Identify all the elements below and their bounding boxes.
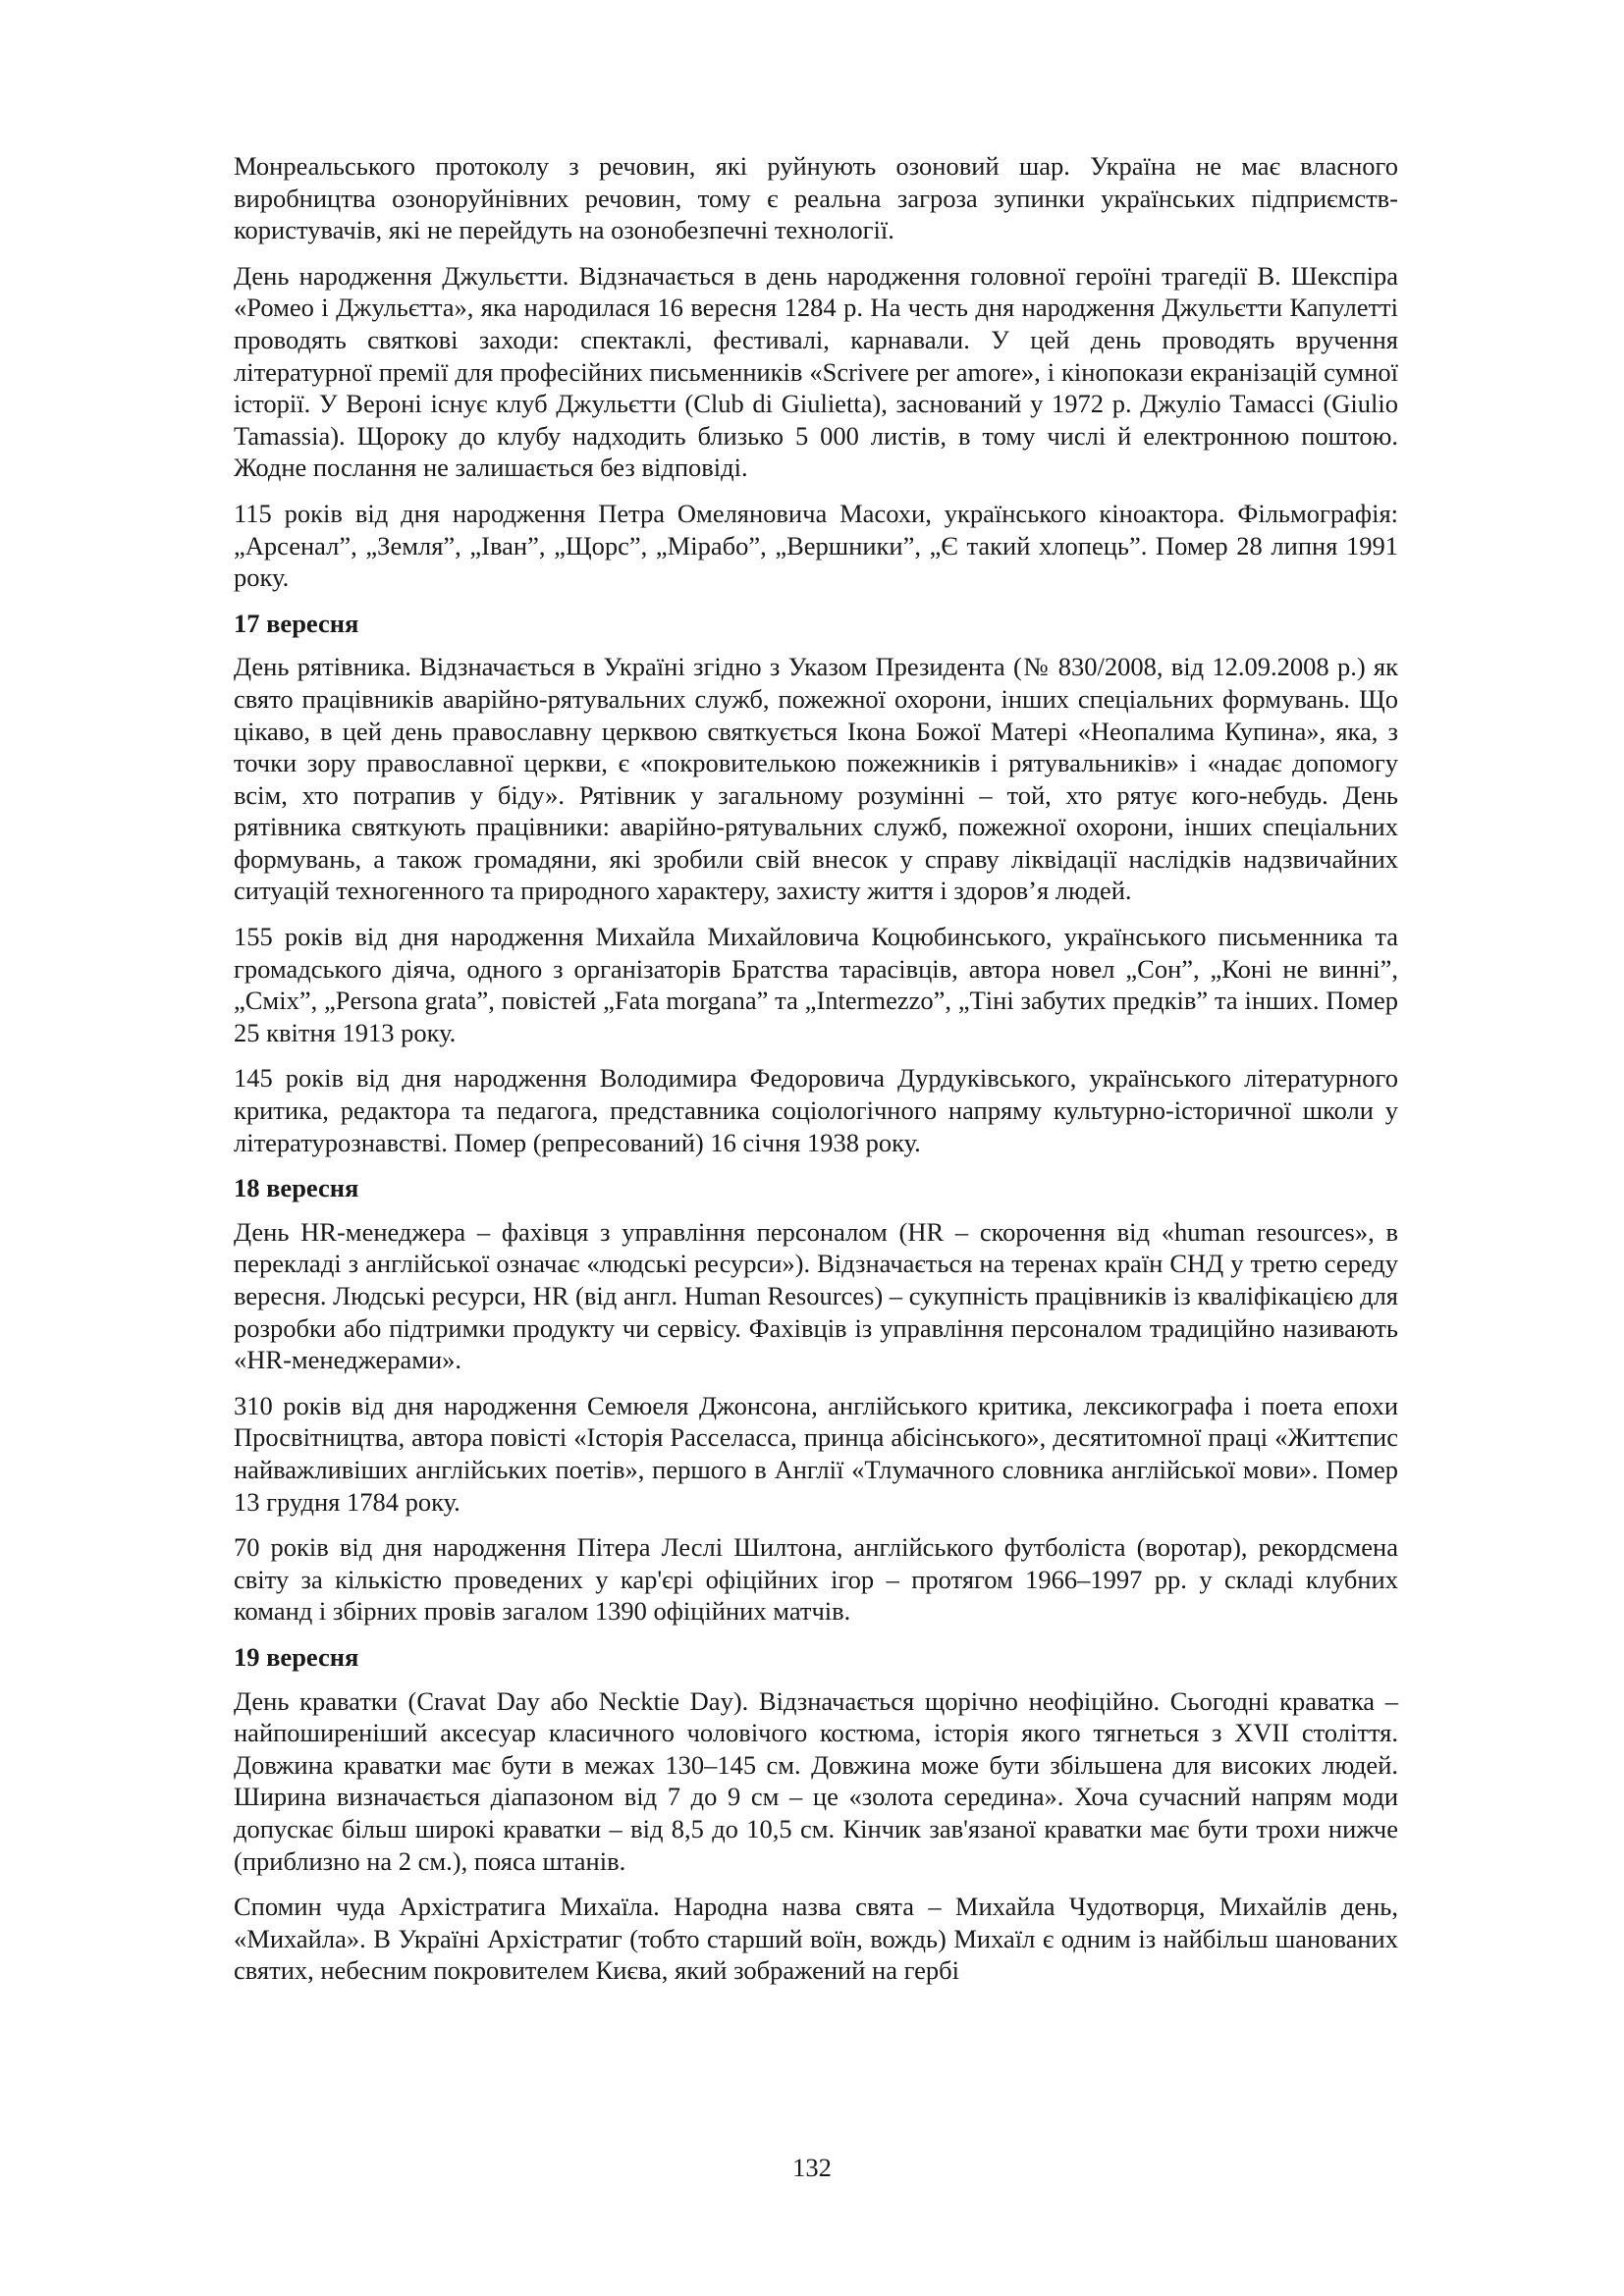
document-body bbox=[234, 150, 1398, 2001]
paragraph-montreal-protocol: Монреальського протоколу з речовин, які руйнують озоновий шар. Україна не має власного виробництва озоноруйнівних речовин, тому є реальна загроза зупинки українських підприємств-користувачів, які не перейдуть на озонобезпечні технології. bbox=[234, 151, 1398, 245]
page-number: 132 bbox=[792, 2153, 832, 2182]
paragraph-hr-manager-day: День HR-менеджера – фахівця з управління персоналом (HR – скорочення від «human resources», в перекладі з англійської означає «людські ресурси»). Відзначається на теренах країн СНД у третю середу вересня. Людські ресурси, HR (від англ. Human Resources) – сукупність працівників із кваліфікацією для розробки або підтримки продукту чи сервісу. Фахівців із управління персоналом традиційно називають «HR-менеджерами». bbox=[234, 1216, 1398, 1375]
paragraph-necktie-day: День краватки (Cravat Day або Necktie Day). Відзначається щорічно неофіційно. Сьогодні краватка – найпоширеніший аксесуар класичного чоловічого костюма, історія якого тягнеться з XVII століття. Довжина краватки має бути в межах 130–145 см. Довжина може бути збільшена для високих людей. Ширина визначається діапазоном від 7 до 9 см – це «золота середина». Хоча сучасний напрям моди допускає більш широкі краватки – від 8,5 до 10,5 см. Кінчик зав'язаної краватки має бути трохи нижче (приблизно на 2 см.), пояса штанів. bbox=[234, 1685, 1398, 1876]
paragraph-juliet-birthday: День народження Джульєтти. Відзначається в день народження головної героїні трагедії В. Шекспіра «Ромео і Джульєтта», яка народилася 16 вересня 1284 р. На честь дня народження Джульєтти Капулетті проводять святкові заходи: спектаклі, фестивалі, карнавали. У цей день проводять вручення літературної премії для професійних письменників «Scrivere per amore», і кінопокази екранізацій сумної історії. У Вероні існує клуб Джульєтти (Club di Giulietta), заснований у 1972 р. Джуліо Тамассі (Giulio Tamassia). Щороку до клубу надходить близько 5 000 листів, в тому числі й електронною поштою. Жодне послання не залишається без відповіді. bbox=[234, 260, 1398, 483]
paragraph-archangel-michael: Спомин чуда Архістратига Михаїла. Народна назва свята – Михайла Чудотворця, Михайлів день, «Михайла». В Україні Архістратиг (тобто старший воїн, вождь) Михаїл є одним із найбільш шанованих святих, небесним покровителем Києва, який зображений на гербі bbox=[234, 1892, 1398, 1986]
date-heading-sep-17: 17 вересня bbox=[234, 608, 359, 638]
date-heading-sep-19: 19 вересня bbox=[234, 1641, 359, 1672]
paragraph-kotsiubynsky: 155 років від дня народження Михайла Михайловича Коцюбинського, українського письменника та громадського діяча, одного з організаторів Братства тарасівців, автора новел „Сон”, „Коні не винні”, „Сміх”, „Persona grata”, повістей „Fata morgana” та „Intermezzo”, „Тіні забутих предків” та інших. Помер 25 квітня 1913 року. bbox=[234, 922, 1398, 1047]
paragraph-rescuer-day: День рятівника. Відзначається в Україні згідно з Указом Президента (№ 830/2008, від 12.09.2008 р.) як свято працівників аварійно-рятувальних служб, пожежної охорони, інших спеціальних формувань. Що цікаво, в цей день православну церквою святкується Ікона Божої Матері «Неопалима Купина», яка, з точки зору православної церкви, є «покровителькою пожежників і рятувальників» і «надає допомогу всім, хто потрапив у біду». Рятівник у загальному розумінні – той, хто рятує кого-небудь. День рятівника святкують працівники: аварійно-рятувальних служб, пожежної охорони, інших спеціальних формувань, а також громадяни, які зробили свій внесок у справу ліквідації наслідків надзвичайних ситуацій техногенного та природного характеру, захисту життя і здоров’я людей. bbox=[234, 652, 1398, 906]
date-heading-sep-18: 18 вересня bbox=[234, 1173, 359, 1203]
paragraph-durdukivsky: 145 років від дня народження Володимира Федоровича Дурдуківського, українського літературного критика, редактора та педагога, представника соціологічного напряму культурно-історичної школи у літературознавстві. Помер (репресований) 16 січня 1938 року. bbox=[234, 1063, 1398, 1157]
paragraph-samuel-johnson: 310 років від дня народження Семюеля Джонсона, англійського критика, лексикографа і поета епохи Просвітництва, автора повісті «Історія Расселасса, принца абісінського», десятитомної праці «Життєпис найважливіших англійських поетів», першого в Англії «Тлумачного словника англійської мови». Помер 13 грудня 1784 року. bbox=[234, 1390, 1398, 1517]
paragraph-peter-shilton: 70 років від дня народження Пітера Леслі Шилтона, англійського футболіста (воротар), рекордсмена світу за кількістю проведених у кар'єрі офіційних ігор – протягом 1966–1997 рр. у складі клубних команд і збірних провів загалом 1390 офіційних матчів. bbox=[234, 1532, 1398, 1627]
paragraph-masokha: 115 років від дня народження Петра Омеляновича Масохи, українського кіноактора. Фільмографія: „Арсенал”, „Земля”, „Іван”, „Щорс”, „Мірабо”, „Вершники”, „Є такий хлопець”. Помер 28 липня 1991 року. bbox=[234, 498, 1398, 593]
